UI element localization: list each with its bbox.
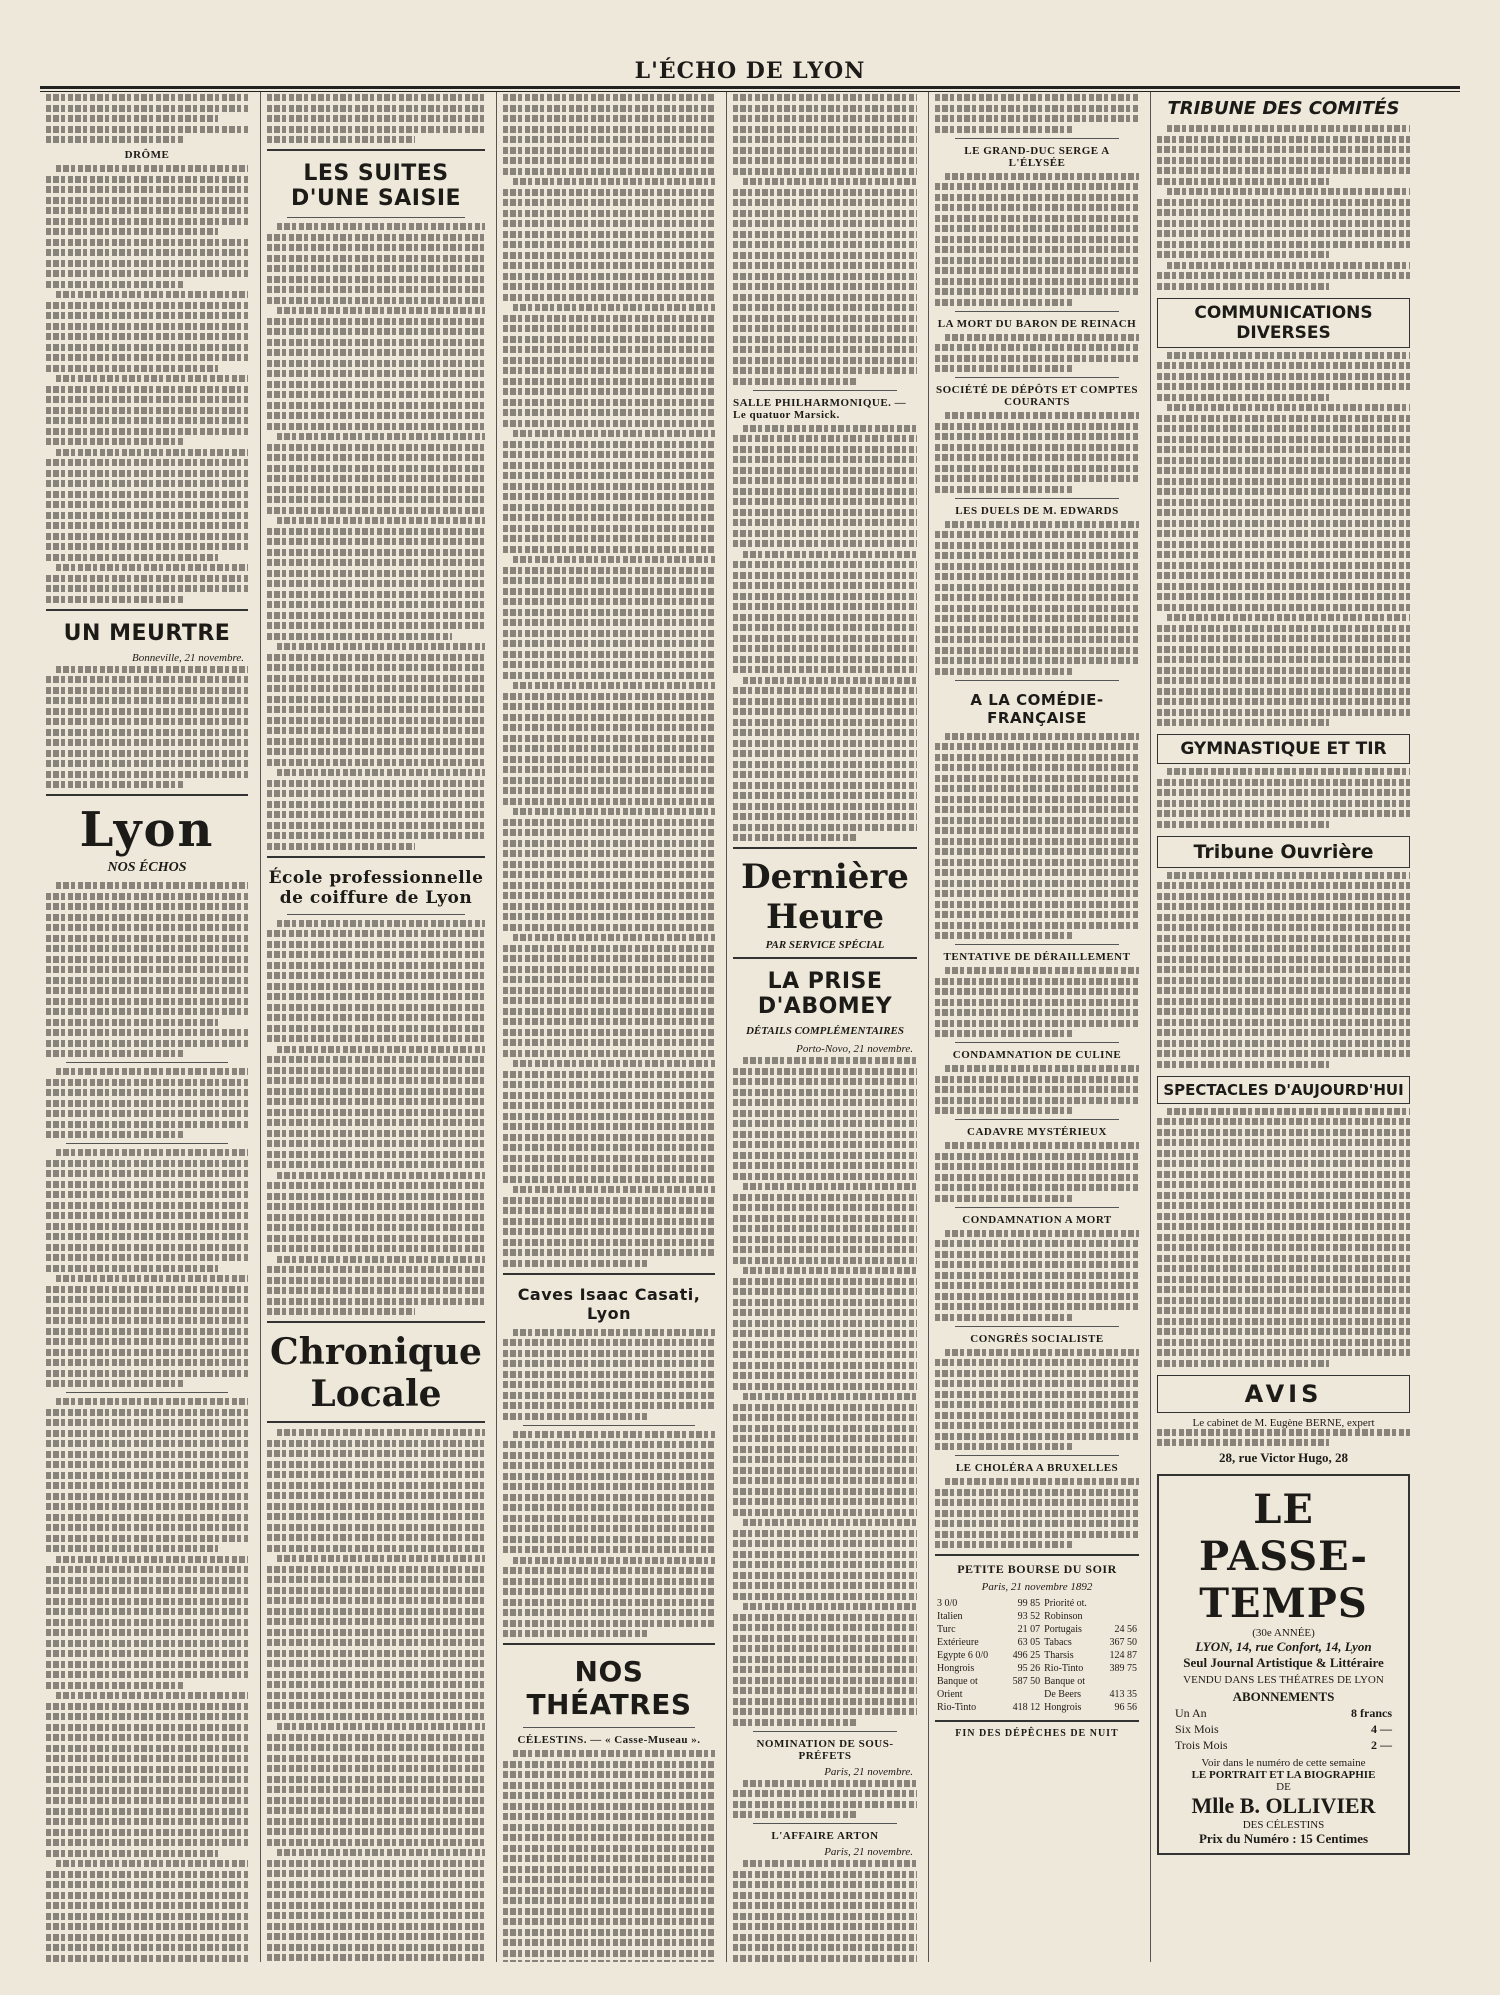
heading-chronique-locale: Chronique Locale — [270, 1331, 482, 1415]
passe-temps-abonnements: ABONNEMENTS — [1232, 1688, 1335, 1704]
bourse-left-value: 21 07 — [1017, 1624, 1041, 1635]
heading-condamnation-culine: CONDAMNATION DE CULINE — [952, 1049, 1122, 1061]
bourse-right-label: Tharsis — [1044, 1650, 1074, 1661]
bourse-right-value — [1100, 1675, 1139, 1688]
column-5 — [928, 92, 1145, 1962]
heading-comedie-francaise: A LA COMÉDIE-FRANÇAISE — [970, 690, 1104, 727]
heading-meurtre: UN MEURTRE — [63, 620, 231, 646]
abonnement-price: 2 — — [1371, 1737, 1392, 1752]
heading-societe-depots: SOCIÉTÉ DE DÉPÔTS ET COMPTES COURANTS — [935, 384, 1139, 408]
dateline-paris-nomination: Paris, 21 novembre. — [824, 1765, 913, 1778]
abonnement-label: Trois Mois — [1175, 1737, 1228, 1752]
abonnement-label: Six Mois — [1175, 1721, 1219, 1736]
heading-lyon: Lyon — [79, 802, 215, 858]
abonnement-row — [1175, 1706, 1392, 1721]
bourse-right-label: Priorité ot. — [1044, 1598, 1087, 1609]
bourse-right-value: 124 87 — [1109, 1650, 1137, 1661]
column-6 — [1150, 92, 1416, 1962]
fin-depeches: FIN DES DÉPÊCHES DE NUIT — [955, 1728, 1119, 1739]
passe-temps-annee: (30e ANNÉE) — [1252, 1626, 1315, 1639]
heading-cholera-bruxelles: LE CHOLÉRA A BRUXELLES — [955, 1462, 1119, 1474]
passe-temps-title: LE PASSE-TEMPS — [1199, 1485, 1368, 1627]
dateline-porto-novo: Porto-Novo, 21 novembre. — [796, 1043, 913, 1055]
passe-temps-voir: Voir dans le numéro de cette semaine — [1201, 1756, 1366, 1769]
bourse-row — [935, 1636, 1139, 1649]
avis-text: Le cabinet de M. Eugène BERNE, expert — [1192, 1416, 1375, 1429]
heading-gymnastique-tir: GYMNASTIQUE ET TIR — [1157, 734, 1410, 764]
column-3 — [496, 92, 721, 1962]
dateline-paris-arton: Paris, 21 novembre. — [824, 1846, 913, 1858]
newspaper-title: L'ÉCHO DE LYON — [634, 58, 866, 84]
bourse-left-value: 95 26 — [1017, 1663, 1041, 1674]
bourse-left-value: 63 05 — [1017, 1637, 1041, 1648]
bourse-left-label: Banque ot — [937, 1676, 978, 1687]
bourse-left-value: 99 85 — [1017, 1598, 1041, 1609]
heading-drome: DRÔME — [124, 149, 170, 161]
heading-nos-echos: NOS ÉCHOS — [107, 860, 187, 875]
heading-grand-duc-serge: LE GRAND-DUC SERGE A L'ÉLYSÉE — [964, 144, 1110, 169]
bourse-left-label: Rio-Tinto — [937, 1702, 977, 1713]
bourse-right-label: De Beers — [1044, 1689, 1082, 1700]
bourse-right-label: Robinson — [1044, 1611, 1083, 1622]
heading-spectacles: SPECTACLES D'AUJOURD'HUI — [1157, 1076, 1410, 1104]
bourse-right-value: 413 35 — [1109, 1689, 1137, 1700]
passe-temps-seul: Seul Journal Artistique & Littéraire — [1183, 1654, 1384, 1670]
heading-prise-abomey: LA PRISE D'ABOMEY — [757, 969, 893, 1019]
bourse-right-label: Portugais — [1044, 1624, 1082, 1635]
heading-condamnation-mort: CONDAMNATION A MORT — [962, 1213, 1112, 1226]
heading-tribune-comites: TRIBUNE DES COMITÉS — [1167, 98, 1400, 119]
bourse-left-value — [1003, 1688, 1042, 1701]
bourse-left-value: 587 50 — [1012, 1676, 1041, 1687]
heading-cadavre-mysterieux: CADAVRE MYSTÉRIEUX — [967, 1126, 1107, 1138]
bourse-right-label: Banque ot — [1044, 1676, 1085, 1687]
abonnement-label: Un An — [1175, 1705, 1207, 1720]
abonnement-row — [1175, 1722, 1392, 1737]
abonnement-price: 8 francs — [1351, 1705, 1392, 1720]
heading-celestins: CÉLESTINS. — « Casse-Museau ». — [517, 1734, 701, 1746]
bourse-right-value — [1100, 1610, 1139, 1623]
bourse-right-label: Hongrois — [1044, 1702, 1082, 1713]
bourse-left-label: Egypte 6 0/0 — [937, 1650, 989, 1661]
passe-temps-portrait: LE PORTRAIT ET LA BIOGRAPHIE — [1191, 1768, 1376, 1781]
bourse-right-label: Rio-Tinto — [1044, 1663, 1084, 1674]
passe-temps-address: LYON, 14, rue Confort, 14, Lyon — [1195, 1638, 1372, 1654]
bourse-left-value: 418 12 — [1012, 1702, 1041, 1713]
heading-avis: AVIS — [1157, 1375, 1410, 1413]
heading-petite-bourse: PETITE BOURSE DU SOIR — [957, 1562, 1117, 1576]
heading-nomination-sous-prefets: NOMINATION DE SOUS-PRÉFETS — [756, 1737, 894, 1762]
heading-communications-diverses: COMMUNICATIONS DIVERSES — [1157, 298, 1410, 348]
passe-temps-de: DE — [1276, 1780, 1291, 1793]
bourse-row — [935, 1623, 1139, 1636]
abonnement-price: 4 — — [1371, 1721, 1392, 1736]
heading-caves-casati: Caves Isaac Casati, Lyon — [517, 1284, 701, 1323]
bourse-left-label: Italien — [937, 1611, 963, 1622]
bourse-left-label: 3 0/0 — [937, 1598, 958, 1609]
heading-duels-edwards: LES DUELS DE M. EDWARDS — [955, 504, 1119, 517]
bourse-row — [935, 1701, 1139, 1714]
bourse-row — [935, 1662, 1139, 1675]
bourse-right-value — [1100, 1597, 1139, 1610]
heading-tentative-deraillement: TENTATIVE DE DÉRAILLEMENT — [943, 951, 1131, 963]
heading-details-complementaires: DÉTAILS COMPLÉMENTAIRES — [745, 1025, 905, 1037]
column-1 — [40, 92, 254, 1962]
heading-congres-socialiste: CONGRÈS SOCIALISTE — [970, 1332, 1104, 1345]
bourse-left-value: 496 25 — [1012, 1650, 1041, 1661]
dateline-bonneville: Bonneville, 21 novembre. — [132, 651, 244, 664]
masthead — [0, 0, 1500, 86]
bourse-row — [935, 1597, 1139, 1610]
abonnements-list — [1165, 1706, 1402, 1753]
heading-baron-reinach: LA MORT DU BARON DE REINACH — [937, 317, 1137, 330]
bourse-left-label: Orient — [937, 1689, 963, 1700]
heading-salle-philharmonique: SALLE PHILHARMONIQUE. — Le quatuor Marsick. — [733, 396, 907, 421]
passe-temps-vendu: VENDU DANS LES THÉATRES DE LYON — [1183, 1673, 1384, 1686]
column-2 — [260, 92, 491, 1962]
bourse-date: Paris, 21 novembre 1892 — [981, 1581, 1093, 1593]
bourse-row — [935, 1610, 1139, 1623]
passe-temps-des: DES CÉLESTINS — [1242, 1818, 1325, 1831]
heading-affaire-arton: L'AFFAIRE ARTON — [771, 1830, 879, 1842]
heading-ecole-coiffure: École professionnelle de coiffure de Lyon — [268, 867, 484, 908]
bourse-right-value: 96 56 — [1114, 1702, 1137, 1713]
heading-tribune-ouvriere: Tribune Ouvrière — [1157, 836, 1410, 868]
bourse-table — [935, 1597, 1139, 1714]
bourse-left-value: 93 52 — [1017, 1611, 1041, 1622]
passe-temps-ad — [1157, 1474, 1410, 1855]
heading-suites-saisie: LES SUITES D'UNE SAISIE — [290, 161, 462, 211]
bourse-row — [935, 1688, 1139, 1701]
bourse-right-label: Tabacs — [1044, 1637, 1072, 1648]
bourse-right-value: 367 50 — [1109, 1637, 1137, 1648]
abonnement-row — [1175, 1738, 1392, 1753]
bourse-right-value: 24 56 — [1114, 1624, 1137, 1635]
heading-nos-theatres: NOS THÉATRES — [526, 1655, 692, 1721]
heading-service-special: PAR SERVICE SPÉCIAL — [765, 939, 885, 951]
bourse-left-label: Hongrois — [937, 1663, 975, 1674]
passe-temps-name: Mlle B. OLLIVIER — [1191, 1792, 1376, 1818]
passe-temps-prix: Prix du Numéro : 15 Centimes — [1198, 1830, 1369, 1846]
column-4 — [726, 92, 923, 1962]
heading-derniere-heure: Dernière Heure — [741, 857, 909, 937]
bourse-row — [935, 1675, 1139, 1688]
bourse-left-label: Extérieure — [937, 1637, 979, 1648]
bourse-right-value: 389 75 — [1109, 1663, 1137, 1674]
avis-address: 28, rue Victor Hugo, 28 — [1218, 1449, 1349, 1465]
bourse-left-label: Turc — [937, 1624, 956, 1635]
bourse-row — [935, 1649, 1139, 1662]
